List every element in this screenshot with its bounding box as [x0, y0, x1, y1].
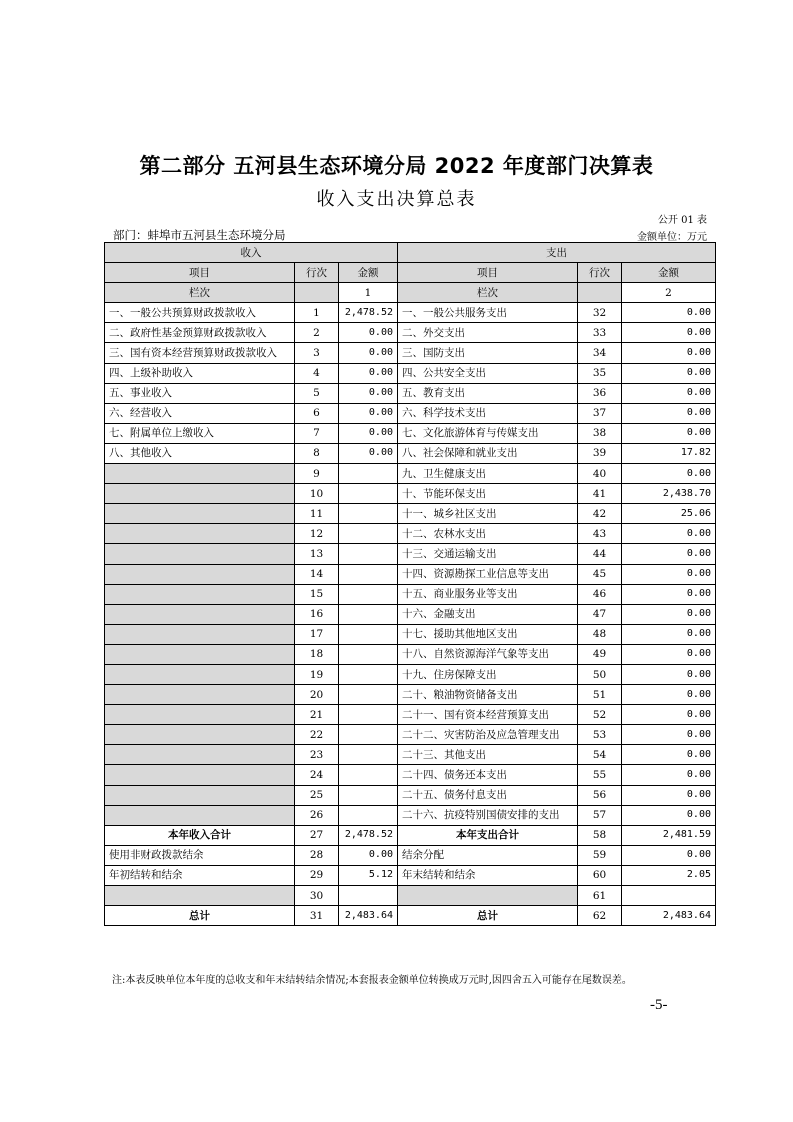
income-amount — [339, 805, 398, 825]
income-amount: 2,483.64 — [339, 906, 398, 926]
table-row — [105, 484, 716, 504]
expense-item: 本年支出合计 — [398, 825, 578, 845]
expense-item: 一、一般公共服务支出 — [398, 303, 578, 323]
expense-amount: 0.00 — [622, 564, 716, 584]
income-item: 三、国有资本经营预算财政拨款收入 — [105, 343, 295, 363]
income-item — [105, 524, 295, 544]
expense-amount — [622, 886, 716, 906]
expense-line-number: 38 — [578, 423, 622, 443]
income-line-number: 7 — [295, 423, 339, 443]
expense-amount: 0.00 — [622, 725, 716, 745]
column-header-item: 项目 — [398, 263, 578, 283]
expense-amount: 0.00 — [622, 845, 716, 865]
table-row — [105, 343, 716, 363]
table-row — [105, 685, 716, 705]
table-row — [105, 624, 716, 644]
table-row — [105, 363, 716, 383]
table-row — [105, 383, 716, 403]
income-amount — [339, 584, 398, 604]
lanci-blank — [295, 283, 339, 303]
expense-item: 十三、交通运输支出 — [398, 544, 578, 564]
expense-item: 总计 — [398, 906, 578, 926]
column-number-row — [105, 283, 716, 303]
expense-item: 七、文化旅游体育与传媒支出 — [398, 423, 578, 443]
expense-item: 十、节能环保支出 — [398, 484, 578, 504]
expense-line-number: 42 — [578, 504, 622, 524]
income-item — [105, 584, 295, 604]
expense-line-number: 34 — [578, 343, 622, 363]
table-row — [105, 524, 716, 544]
table-row — [105, 805, 716, 825]
expense-amount: 0.00 — [622, 664, 716, 684]
expense-amount: 0.00 — [622, 343, 716, 363]
income-item: 七、附属单位上缴收入 — [105, 423, 295, 443]
expense-line-number: 45 — [578, 564, 622, 584]
income-line-number: 18 — [295, 644, 339, 664]
income-item: 总计 — [105, 906, 295, 926]
expense-item: 结余分配 — [398, 845, 578, 865]
income-item: 二、政府性基金预算财政拨款收入 — [105, 323, 295, 343]
income-item — [105, 785, 295, 805]
expense-item: 二十二、灾害防治及应急管理支出 — [398, 725, 578, 745]
income-item — [105, 765, 295, 785]
expense-line-number: 39 — [578, 443, 622, 463]
expense-line-number: 43 — [578, 524, 622, 544]
expense-item: 八、社会保障和就业支出 — [398, 443, 578, 463]
expense-amount: 0.00 — [622, 624, 716, 644]
expense-item: 六、科学技术支出 — [398, 403, 578, 423]
expense-line-number: 56 — [578, 785, 622, 805]
income-line-number: 19 — [295, 664, 339, 684]
expense-amount: 0.00 — [622, 644, 716, 664]
income-item: 四、上级补助收入 — [105, 363, 295, 383]
table-row — [105, 303, 716, 323]
income-line-number: 2 — [295, 323, 339, 343]
department-label: 部门：蚌埠市五河县生态环境分局 — [113, 228, 286, 242]
income-amount: 0.00 — [339, 845, 398, 865]
expense-amount: 25.06 — [622, 504, 716, 524]
table-row — [105, 564, 716, 584]
income-item: 本年收入合计 — [105, 825, 295, 845]
income-amount — [339, 705, 398, 725]
column-header-amount: 金额 — [622, 263, 716, 283]
table-row — [105, 845, 716, 865]
expense-item: 十九、住房保障支出 — [398, 664, 578, 684]
income-amount — [339, 785, 398, 805]
expense-line-number: 47 — [578, 604, 622, 624]
column-header-amount: 金额 — [339, 263, 398, 283]
amount-unit: 金额单位：万元 — [637, 232, 707, 243]
expense-line-number: 36 — [578, 383, 622, 403]
expense-item: 年末结转和结余 — [398, 865, 578, 885]
lanci-expense-number: 2 — [622, 283, 716, 303]
income-amount: 0.00 — [339, 383, 398, 403]
income-item: 五、事业收入 — [105, 383, 295, 403]
income-expense-table — [104, 242, 716, 926]
expense-item: 二、外交支出 — [398, 323, 578, 343]
expense-line-number: 53 — [578, 725, 622, 745]
expense-item: 十八、自然资源海洋气象等支出 — [398, 644, 578, 664]
expense-item: 九、卫生健康支出 — [398, 464, 578, 484]
income-item — [105, 805, 295, 825]
income-line-number: 10 — [295, 484, 339, 504]
income-amount — [339, 484, 398, 504]
expense-amount: 0.00 — [622, 765, 716, 785]
table-row — [105, 403, 716, 423]
expense-line-number: 41 — [578, 484, 622, 504]
income-amount — [339, 604, 398, 624]
income-amount: 0.00 — [339, 423, 398, 443]
page-number: -5- — [650, 997, 668, 1013]
expense-amount: 0.00 — [622, 423, 716, 443]
expense-item: 二十三、其他支出 — [398, 745, 578, 765]
income-line-number: 24 — [295, 765, 339, 785]
income-amount — [339, 685, 398, 705]
expense-item: 二十一、国有资本经营预算支出 — [398, 705, 578, 725]
income-amount: 0.00 — [339, 443, 398, 463]
expense-line-number: 51 — [578, 685, 622, 705]
table-row — [105, 865, 716, 885]
income-line-number: 5 — [295, 383, 339, 403]
income-item — [105, 886, 295, 906]
income-amount: 0.00 — [339, 363, 398, 383]
expense-line-number: 40 — [578, 464, 622, 484]
income-line-number: 16 — [295, 604, 339, 624]
income-item — [105, 725, 295, 745]
expense-section-header: 支出 — [398, 243, 716, 263]
income-line-number: 11 — [295, 504, 339, 524]
form-number: 公开 01 表 — [657, 215, 707, 226]
income-amount: 0.00 — [339, 403, 398, 423]
expense-amount: 2,438.70 — [622, 484, 716, 504]
income-line-number: 3 — [295, 343, 339, 363]
expense-amount: 0.00 — [622, 604, 716, 624]
table-row — [105, 423, 716, 443]
income-line-number: 30 — [295, 886, 339, 906]
income-line-number: 23 — [295, 745, 339, 765]
income-amount: 0.00 — [339, 323, 398, 343]
lanci-income-number: 1 — [339, 283, 398, 303]
expense-item: 十五、商业服务业等支出 — [398, 584, 578, 604]
income-amount: 2,478.52 — [339, 303, 398, 323]
expense-amount: 0.00 — [622, 323, 716, 343]
table-row — [105, 604, 716, 624]
table-row — [105, 825, 716, 845]
expense-item: 二十四、债务还本支出 — [398, 765, 578, 785]
expense-line-number: 58 — [578, 825, 622, 845]
expense-amount: 0.00 — [622, 584, 716, 604]
table-row — [105, 705, 716, 725]
income-amount — [339, 624, 398, 644]
income-amount: 5.12 — [339, 865, 398, 885]
income-item — [105, 504, 295, 524]
expense-amount: 0.00 — [622, 805, 716, 825]
income-amount — [339, 886, 398, 906]
table-row — [105, 644, 716, 664]
table-row — [105, 906, 716, 926]
income-amount — [339, 644, 398, 664]
table-row — [105, 886, 716, 906]
expense-amount: 0.00 — [622, 705, 716, 725]
income-item — [105, 464, 295, 484]
expense-line-number: 52 — [578, 705, 622, 725]
expense-amount: 0.00 — [622, 685, 716, 705]
expense-item: 十二、农林水支出 — [398, 524, 578, 544]
income-line-number: 31 — [295, 906, 339, 926]
income-item: 一、一般公共预算财政拨款收入 — [105, 303, 295, 323]
expense-amount: 0.00 — [622, 524, 716, 544]
income-line-number: 8 — [295, 443, 339, 463]
expense-amount: 2.05 — [622, 865, 716, 885]
expense-amount: 0.00 — [622, 303, 716, 323]
table-row — [105, 443, 716, 463]
income-amount — [339, 725, 398, 745]
income-item — [105, 544, 295, 564]
expense-line-number: 49 — [578, 644, 622, 664]
expense-line-number: 55 — [578, 765, 622, 785]
column-header-item: 项目 — [105, 263, 295, 283]
income-line-number: 15 — [295, 584, 339, 604]
income-line-number: 25 — [295, 785, 339, 805]
income-item — [105, 604, 295, 624]
income-item: 年初结转和结余 — [105, 865, 295, 885]
expense-line-number: 60 — [578, 865, 622, 885]
income-item: 使用非财政拨款结余 — [105, 845, 295, 865]
column-header-line: 行次 — [295, 263, 339, 283]
table-row — [105, 464, 716, 484]
page-title: 第二部分 五河县生态环境分局 2022 年度部门决算表 — [139, 154, 654, 178]
footnote: 注:本表反映单位本年度的总收支和年末结转结余情况;本套报表金额单位转换成万元时,因四舍五入可能存在尾数误差。 — [112, 975, 632, 986]
income-item: 八、其他收入 — [105, 443, 295, 463]
expense-amount: 0.00 — [622, 383, 716, 403]
expense-line-number: 50 — [578, 664, 622, 684]
expense-amount: 0.00 — [622, 745, 716, 765]
table-row — [105, 544, 716, 564]
income-line-number: 17 — [295, 624, 339, 644]
income-amount: 2,478.52 — [339, 825, 398, 845]
income-amount — [339, 745, 398, 765]
table-row — [105, 504, 716, 524]
lanci-label: 栏次 — [105, 283, 295, 303]
expense-line-number: 59 — [578, 845, 622, 865]
lanci-blank — [578, 283, 622, 303]
expense-amount: 0.00 — [622, 363, 716, 383]
table-row — [105, 664, 716, 684]
income-amount — [339, 504, 398, 524]
income-line-number: 29 — [295, 865, 339, 885]
expense-item: 四、公共安全支出 — [398, 363, 578, 383]
expense-amount: 0.00 — [622, 403, 716, 423]
expense-item: 三、国防支出 — [398, 343, 578, 363]
income-amount — [339, 524, 398, 544]
expense-item: 五、教育支出 — [398, 383, 578, 403]
expense-amount: 17.82 — [622, 443, 716, 463]
income-line-number: 12 — [295, 524, 339, 544]
table-row — [105, 584, 716, 604]
expense-amount: 2,481.59 — [622, 825, 716, 845]
income-amount — [339, 664, 398, 684]
expense-item — [398, 886, 578, 906]
table-row — [105, 323, 716, 343]
expense-line-number: 57 — [578, 805, 622, 825]
table-row — [105, 725, 716, 745]
income-item — [105, 624, 295, 644]
income-item — [105, 705, 295, 725]
income-amount — [339, 564, 398, 584]
income-line-number: 6 — [295, 403, 339, 423]
income-amount: 0.00 — [339, 343, 398, 363]
expense-item: 十六、金融支出 — [398, 604, 578, 624]
column-header-row — [105, 263, 716, 283]
income-line-number: 22 — [295, 725, 339, 745]
expense-amount: 0.00 — [622, 544, 716, 564]
expense-line-number: 35 — [578, 363, 622, 383]
expense-line-number: 44 — [578, 544, 622, 564]
expense-item: 二十六、抗疫特别国债安排的支出 — [398, 805, 578, 825]
expense-line-number: 48 — [578, 624, 622, 644]
expense-item: 十一、城乡社区支出 — [398, 504, 578, 524]
expense-line-number: 37 — [578, 403, 622, 423]
expense-item: 十四、资源勘探工业信息等支出 — [398, 564, 578, 584]
expense-line-number: 32 — [578, 303, 622, 323]
expense-line-number: 54 — [578, 745, 622, 765]
income-line-number: 26 — [295, 805, 339, 825]
income-amount — [339, 464, 398, 484]
income-line-number: 21 — [295, 705, 339, 725]
expense-line-number: 33 — [578, 323, 622, 343]
table-subtitle: 收入支出决算总表 — [316, 189, 477, 210]
expense-item: 十七、援助其他地区支出 — [398, 624, 578, 644]
table-row — [105, 765, 716, 785]
income-line-number: 4 — [295, 363, 339, 383]
expense-item: 二十五、债务付息支出 — [398, 785, 578, 805]
income-line-number: 20 — [295, 685, 339, 705]
income-section-header: 收入 — [105, 243, 398, 263]
income-line-number: 28 — [295, 845, 339, 865]
expense-amount: 0.00 — [622, 785, 716, 805]
income-line-number: 27 — [295, 825, 339, 845]
income-item — [105, 564, 295, 584]
expense-line-number: 46 — [578, 584, 622, 604]
income-line-number: 13 — [295, 544, 339, 564]
lanci-label: 栏次 — [398, 283, 578, 303]
income-amount — [339, 544, 398, 564]
expense-amount: 0.00 — [622, 464, 716, 484]
expense-line-number: 62 — [578, 906, 622, 926]
income-item — [105, 664, 295, 684]
section-header-row — [105, 243, 716, 263]
table-row — [105, 785, 716, 805]
income-line-number: 1 — [295, 303, 339, 323]
income-amount — [339, 765, 398, 785]
expense-line-number: 61 — [578, 886, 622, 906]
income-item — [105, 644, 295, 664]
income-item — [105, 685, 295, 705]
income-item — [105, 745, 295, 765]
table-row — [105, 745, 716, 765]
column-header-line: 行次 — [578, 263, 622, 283]
income-item — [105, 484, 295, 504]
income-line-number: 9 — [295, 464, 339, 484]
income-line-number: 14 — [295, 564, 339, 584]
expense-item: 二十、粮油物资储备支出 — [398, 685, 578, 705]
expense-amount: 2,483.64 — [622, 906, 716, 926]
income-item: 六、经营收入 — [105, 403, 295, 423]
